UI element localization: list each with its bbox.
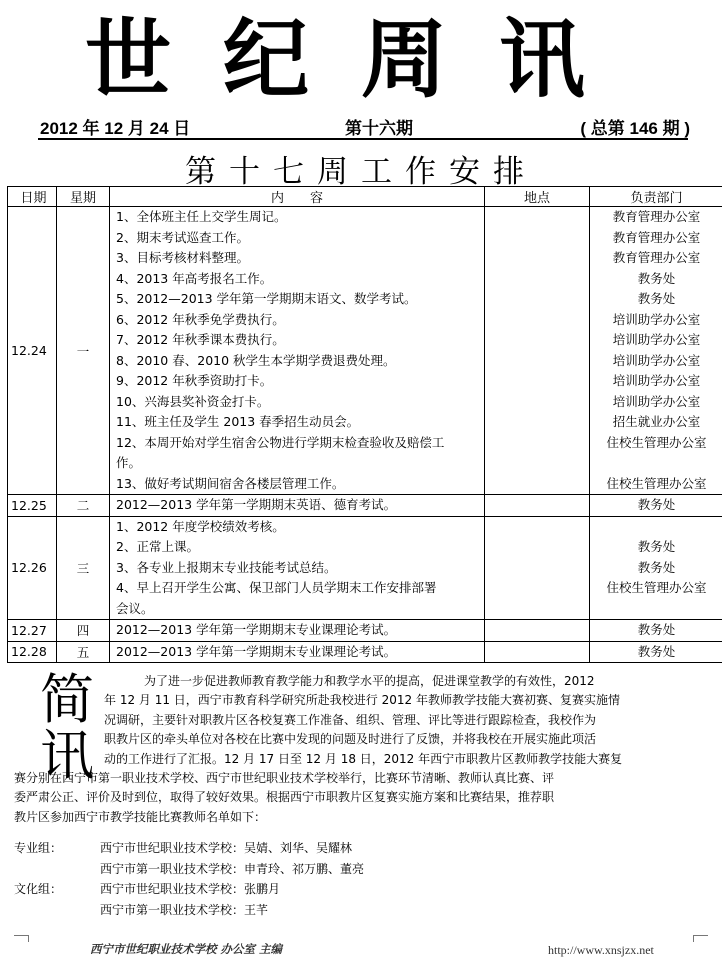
dept-line: 培训助学办公室	[612, 352, 701, 368]
content-line: 7、2012 年秋季课本费执行。	[116, 332, 285, 347]
header-dept: 负责部门	[590, 187, 722, 207]
list-item	[14, 879, 364, 900]
content-line: 1、2012 年度学校绩效考核。	[116, 518, 285, 534]
header-date: 日期	[8, 187, 57, 207]
content-line: 2、正常上课。	[116, 539, 199, 554]
dept-line: 教育管理办公室	[612, 229, 701, 245]
teacher-list	[14, 838, 364, 920]
brief-line: 赛分别在西宁市第一职业技术学校、西宁市世纪职业技术学校举行，比赛环节清晰、教师认真比赛、评	[14, 771, 555, 786]
cell-content	[110, 620, 485, 642]
list-item	[14, 859, 364, 880]
content-line: 13、做好考试期间宿舍各楼层管理工作。	[116, 475, 345, 491]
brief-line: 为了进一步促进教师教育教学能力和教学水平的提高，促进课堂教学的有效性，2012	[144, 674, 595, 688]
dept-line: 教育管理办公室	[612, 250, 701, 265]
content-line: 12、本周开始对学生宿舍公物进行学期末检查验收及赔偿工	[116, 434, 445, 450]
masthead-char: 纪	[223, 9, 361, 110]
content-line: 2012—2013 学年第一学期期末专业课理论考试。	[116, 643, 397, 659]
header-place: 地点	[485, 187, 590, 207]
table-row	[8, 641, 722, 663]
issue-total: ( 总第 146 期 )	[580, 119, 690, 138]
brief-line: 委严肃公正、评价及时到位，取得了较好效果。根据西宁市职教片区复赛实施方案和比赛结果，推荐职	[14, 790, 555, 805]
list-item	[14, 900, 364, 921]
brief-line: 教片区参加西宁市教学技能比赛教师名单如下：	[14, 809, 267, 824]
masthead-char: 讯	[499, 9, 637, 110]
list-item	[14, 838, 364, 859]
brief-line: 况调研，主要针对职教片区各校复赛工作准备、组织、管理、评比等进行跟踪检查，我校作为	[104, 712, 597, 727]
issue-date: 2012 年 12 月 24 日	[40, 119, 191, 138]
header-weekday: 星期	[57, 187, 110, 207]
names-text: 西宁市第一职业技术学校：申青玲、祁万鹏、董亮	[100, 861, 365, 876]
dept-line	[590, 453, 722, 474]
cell-date: 12.28	[8, 641, 57, 663]
issue-line	[40, 112, 690, 138]
dept-line	[590, 599, 722, 620]
table-row	[8, 207, 722, 495]
content-line: 9、2012 年秋季资助打卡。	[116, 373, 273, 388]
cell-place	[485, 641, 590, 663]
cell-weekday: 二	[57, 495, 110, 517]
content-line: 5、2012—2013 学年第一学期期末语文、数学考试。	[116, 291, 417, 306]
cell-place	[485, 207, 590, 495]
brief-line: 职教片区的牵头单位对各校在比赛中发现的问题及时进行了反馈，并将我校在开展实施此项活	[104, 732, 597, 747]
page-footer	[0, 935, 722, 965]
content-line: 8、2010 春、2010 秋学生本学期学费退费处理。	[116, 352, 396, 368]
cell-dept	[590, 516, 722, 620]
corner-mark	[14, 935, 29, 942]
dept-line: 教务处	[637, 643, 676, 659]
group-label: 专业组：	[14, 841, 63, 855]
content-line: 3、目标考核材料整理。	[116, 250, 249, 265]
cell-place	[485, 495, 590, 517]
masthead-char: 周	[361, 9, 499, 110]
content-line: 2012—2013 学年第一学期期末专业课理论考试。	[116, 622, 397, 637]
cell-dept	[590, 207, 722, 495]
cell-dept	[590, 641, 722, 663]
dept-line: 教务处	[637, 622, 676, 637]
divider	[38, 138, 688, 140]
names-text: 西宁市第一职业技术学校：王芊	[100, 902, 269, 917]
dept-line: 培训助学办公室	[612, 393, 701, 409]
content-line: 会议。	[116, 600, 154, 616]
brief-title-char: 讯	[40, 724, 94, 787]
dept-line: 培训助学办公室	[612, 332, 701, 347]
dept-line: 教务处	[637, 497, 676, 512]
content-line: 2012—2013 学年第一学期期末英语、德育考试。	[116, 497, 397, 512]
header-content: 内 容	[110, 187, 485, 207]
cell-content	[110, 207, 485, 495]
cell-date: 12.26	[8, 516, 57, 620]
cell-weekday: 一	[57, 207, 110, 495]
brief-line: 年 12 月 11 日，西宁市教育科学研究所赴我校进行 2012 年教师教学技能大赛初赛、复赛实施情	[104, 693, 620, 708]
dept-line	[590, 517, 722, 538]
footer-url: http://www.xnsjzx.net	[548, 943, 654, 957]
names-text: 西宁市世纪职业技术学校：吴婧、刘华、吴耀林	[100, 841, 353, 855]
dept-line: 住校生管理办公室	[606, 475, 707, 491]
footer-org: 西宁市世纪职业技术学校 办公室 主编	[90, 942, 283, 956]
cell-weekday: 四	[57, 620, 110, 642]
cell-dept	[590, 620, 722, 642]
masthead-title	[0, 10, 722, 110]
table-header-row	[8, 187, 722, 207]
cell-content	[110, 495, 485, 517]
schedule-table	[7, 186, 722, 663]
dept-line: 住校生管理办公室	[606, 434, 707, 450]
masthead-char: 世	[85, 9, 223, 110]
dept-line: 教务处	[637, 559, 676, 575]
cell-place	[485, 516, 590, 620]
cell-place	[485, 620, 590, 642]
dept-line: 招生就业办公室	[612, 414, 701, 429]
cell-date: 12.24	[8, 207, 57, 495]
content-line: 4、2013 年高考报名工作。	[116, 270, 273, 286]
content-line: 作。	[116, 455, 142, 470]
cell-date: 12.27	[8, 620, 57, 642]
content-line: 3、各专业上报期末专业技能考试总结。	[116, 559, 337, 575]
content-line: 2、期末考试巡查工作。	[116, 229, 249, 245]
cell-date: 12.25	[8, 495, 57, 517]
cell-content	[110, 641, 485, 663]
corner-mark	[693, 935, 708, 942]
dept-line: 教育管理办公室	[612, 209, 701, 224]
cell-dept	[590, 495, 722, 517]
content-line: 4、早上召开学生公寓、保卫部门人员学期末工作安排部署	[116, 580, 437, 595]
dept-line: 住校生管理办公室	[606, 580, 707, 595]
dept-line: 培训助学办公室	[612, 311, 701, 327]
table-row	[8, 495, 722, 517]
table-row	[8, 516, 722, 620]
group-label: 文化组：	[14, 882, 63, 896]
cell-content	[110, 516, 485, 620]
news-brief	[14, 668, 704, 827]
content-line: 1、全体班主任上交学生周记。	[116, 209, 287, 224]
dept-line: 教务处	[637, 291, 676, 306]
content-line: 6、2012 年秋季免学费执行。	[116, 311, 285, 327]
cell-weekday: 五	[57, 641, 110, 663]
brief-title-char: 简	[40, 668, 94, 731]
dept-line: 培训助学办公室	[612, 373, 701, 388]
brief-line: 动的工作进行了汇报。12 月 17 日至 12 月 18 日，2012 年西宁市职教片区教师教学技能大赛复	[104, 751, 623, 766]
names-text: 西宁市世纪职业技术学校：张鹏月	[100, 882, 281, 896]
dept-line: 教务处	[637, 539, 676, 554]
issue-number: 第十六期	[345, 119, 413, 138]
content-line: 10、兴海县奖补资金打卡。	[116, 393, 270, 409]
table-row	[8, 620, 722, 642]
content-line: 11、班主任及学生 2013 春季招生动员会。	[116, 414, 360, 429]
page-title: 第十七周工作安排	[185, 154, 537, 190]
cell-weekday: 三	[57, 516, 110, 620]
dept-line: 教务处	[637, 270, 676, 286]
